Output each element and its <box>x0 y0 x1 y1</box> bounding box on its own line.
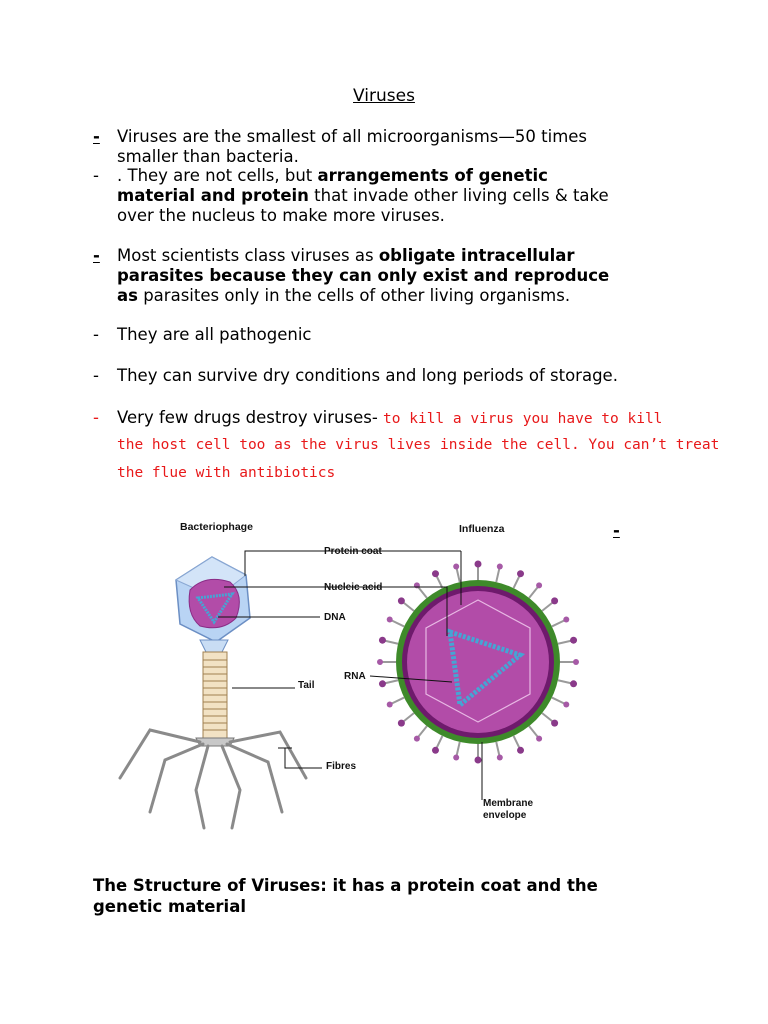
spike-stalk <box>457 742 460 756</box>
red-note: to kill a virus you have to kill <box>383 411 663 427</box>
bullet-2-line-2 <box>117 186 609 206</box>
bullet-6-line-1 <box>117 408 662 429</box>
spike-head <box>570 680 577 687</box>
bullet-1-line-1: Viruses are the smallest of all microorganisms—50 times <box>117 127 588 146</box>
spike-stalk <box>558 680 572 683</box>
spike-stalk <box>457 568 460 582</box>
red-note-line-2: the host cell too as the virus lives inside the cell. You can’t treat <box>117 437 720 453</box>
spike-head <box>432 747 439 754</box>
text-segment: that invade other living cells & take <box>308 186 609 205</box>
bullet-marker-red: - <box>93 408 99 427</box>
bold-segment: obligate intracellular <box>378 246 575 265</box>
spike-head <box>475 757 482 764</box>
tail-label: Tail <box>298 680 315 691</box>
spike-head <box>453 755 459 761</box>
text-segment: parasites only in the cells of other living organisms. <box>137 286 571 305</box>
bullet-marker: - <box>93 366 99 385</box>
spike-stalk <box>529 726 538 737</box>
red-note-line-3: the flue with antibiotics <box>117 465 336 481</box>
spike-head <box>475 561 482 568</box>
text-segment: Very few drugs destroy viruses- <box>117 408 378 427</box>
text-segment: Most scientists class viruses as <box>117 246 379 265</box>
spike-head <box>536 582 542 588</box>
structure-heading <box>93 875 713 917</box>
spike-head <box>551 597 558 604</box>
dna-label: DNA <box>324 612 346 623</box>
structure-line-1: The Structure of Viruses: it has a protein coat and the <box>93 876 598 895</box>
spike-stalk <box>496 742 499 756</box>
spike-head <box>387 702 393 708</box>
spike-stalk <box>496 568 499 582</box>
spike-head <box>573 659 579 665</box>
text-segment: . They are not cells, but <box>117 166 318 185</box>
spike-head <box>379 637 386 644</box>
bold-segment: as <box>117 286 138 305</box>
spike-stalk <box>514 736 520 749</box>
spike-stalk <box>392 698 405 704</box>
spike-head <box>453 563 459 569</box>
bacteriophage-head <box>176 557 250 652</box>
spike-stalk <box>418 587 427 598</box>
spike-head <box>414 736 420 742</box>
bullet-marker: - <box>93 246 100 265</box>
spike-stalk <box>558 641 572 644</box>
spike-head <box>379 680 386 687</box>
spike-head <box>414 582 420 588</box>
influenza-body <box>396 580 560 744</box>
bullet-3-line-2: parasites because they can only exist and reproduce <box>117 266 610 285</box>
spike-stalk <box>436 576 442 589</box>
bullet-1-line-2: smaller than bacteria. <box>117 147 299 166</box>
spike-stalk <box>384 641 398 644</box>
bacteriophage-label: Bacteriophage <box>180 521 253 533</box>
spike-stalk <box>403 713 414 722</box>
bullet-marker: - <box>93 127 100 146</box>
bacteriophage-tail <box>196 652 234 746</box>
spike-head <box>387 616 393 622</box>
bullet-marker: - <box>93 166 99 185</box>
spike-head <box>517 747 524 754</box>
nucleic-acid-label: Nucleic acid <box>324 582 383 593</box>
spike-stalk <box>542 713 553 722</box>
spike-head <box>563 702 569 708</box>
bold-segment: material and protein <box>117 186 309 205</box>
spike-head <box>398 720 405 727</box>
bullet-2-line-1 <box>117 166 548 186</box>
bullet-5-text: They can survive dry conditions and long periods of storage. <box>117 366 618 385</box>
membrane-label: Membrane <box>483 798 534 809</box>
spike-stalk <box>514 576 520 589</box>
bacteriophage-fibres <box>120 730 306 828</box>
structure-line-2: genetic material <box>93 897 246 916</box>
spike-head <box>432 570 439 577</box>
diagram-marker: - <box>613 521 620 540</box>
spike-stalk <box>418 726 427 737</box>
spike-head <box>551 720 558 727</box>
protein-coat-label: Protein coat <box>324 546 382 557</box>
bullet-2-line-3: over the nucleus to make more viruses. <box>117 206 445 225</box>
spike-head <box>497 755 503 761</box>
bullet-3-line-1 <box>117 246 575 266</box>
spike-head <box>536 736 542 742</box>
influenza-spikes <box>377 561 579 764</box>
page-title: Viruses <box>353 86 415 106</box>
spike-head <box>570 637 577 644</box>
fibres-label: Fibres <box>326 761 357 772</box>
spike-stalk <box>392 620 405 626</box>
influenza-label: Influenza <box>459 523 505 535</box>
spike-stalk <box>436 736 442 749</box>
spike-head <box>377 659 383 665</box>
envelope-label: envelope <box>483 810 527 821</box>
rna-label: RNA <box>344 671 366 682</box>
spike-head <box>497 563 503 569</box>
bullet-marker: - <box>93 325 99 344</box>
bullet-4-text: They are all pathogenic <box>117 325 312 344</box>
spike-stalk <box>384 680 398 683</box>
bullet-3-line-3 <box>117 286 570 306</box>
bold-segment: arrangements of genetic <box>317 166 548 185</box>
spike-stalk <box>403 602 414 611</box>
spike-stalk <box>529 587 538 598</box>
spike-stalk <box>552 620 565 626</box>
spike-stalk <box>542 602 553 611</box>
spike-head <box>517 570 524 577</box>
spike-head <box>563 616 569 622</box>
spike-head <box>398 597 405 604</box>
spike-stalk <box>552 698 565 704</box>
